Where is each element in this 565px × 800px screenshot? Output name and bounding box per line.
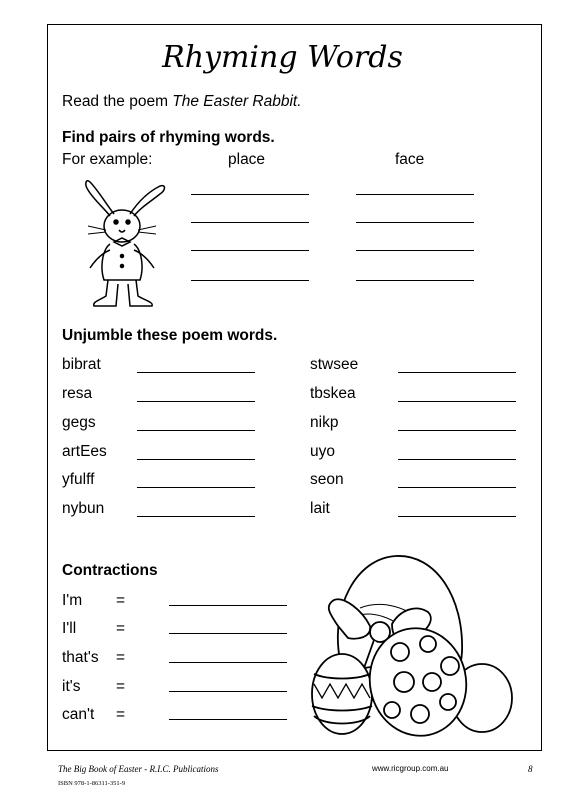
answer-line[interactable] [169, 719, 287, 720]
contraction-word: I'll [62, 620, 77, 637]
contraction-word: I'm [62, 592, 83, 609]
answer-line[interactable] [169, 633, 287, 634]
rabbit-illustration [76, 176, 176, 310]
answer-line[interactable] [137, 430, 255, 431]
answer-line[interactable] [398, 516, 516, 517]
contractions-heading: Contractions [62, 562, 158, 579]
answer-line[interactable] [169, 691, 287, 692]
easter-eggs-illustration [300, 548, 524, 740]
answer-line[interactable] [398, 487, 516, 488]
answer-line[interactable] [398, 401, 516, 402]
jumbled-word: nikp [310, 414, 339, 431]
answer-line[interactable] [191, 222, 309, 223]
jumbled-word: gegs [62, 414, 96, 431]
example-word-2: face [395, 151, 425, 168]
footer-isbn: ISBN 978-1-86311-351-9 [58, 780, 126, 787]
answer-line[interactable] [137, 459, 255, 460]
example-label: For example: [62, 151, 153, 168]
answer-line[interactable] [398, 372, 516, 373]
jumbled-word: tbskea [310, 385, 356, 402]
contraction-word: can't [62, 706, 95, 723]
rhyme-heading: Find pairs of rhyming words. [62, 129, 275, 146]
answer-line[interactable] [191, 250, 309, 251]
answer-line[interactable] [398, 459, 516, 460]
jumbled-word: resa [62, 385, 93, 402]
contraction-word: that's [62, 649, 99, 666]
footer-book-title: The Big Book of Easter - R.I.C. Publications [58, 764, 219, 774]
equals-sign: = [116, 620, 126, 637]
jumbled-word: seon [310, 471, 344, 488]
jumbled-word: lait [310, 500, 330, 517]
jumbled-word: artEes [62, 443, 107, 460]
intro-prefix: Read the poem [62, 93, 173, 110]
intro-text [62, 93, 302, 111]
answer-line[interactable] [398, 430, 516, 431]
answer-line[interactable] [137, 372, 255, 373]
answer-line[interactable] [191, 194, 309, 195]
unjumble-heading: Unjumble these poem words. [62, 327, 278, 344]
page-number: 8 [528, 764, 533, 774]
equals-sign: = [116, 649, 126, 666]
page-title: Rhyming Words [162, 40, 403, 75]
answer-line[interactable] [137, 516, 255, 517]
answer-line[interactable] [169, 605, 287, 606]
jumbled-word: nybun [62, 500, 105, 517]
jumbled-word: uyo [310, 443, 335, 460]
answer-line[interactable] [191, 280, 309, 281]
answer-line[interactable] [169, 662, 287, 663]
answer-line[interactable] [137, 487, 255, 488]
answer-line[interactable] [356, 222, 474, 223]
jumbled-word: bibrat [62, 356, 101, 373]
equals-sign: = [116, 592, 126, 609]
jumbled-word: yfulff [62, 471, 95, 488]
poem-title: The Easter Rabbit. [172, 93, 302, 110]
contraction-word: it's [62, 678, 81, 695]
answer-line[interactable] [356, 280, 474, 281]
answer-line[interactable] [356, 194, 474, 195]
equals-sign: = [116, 706, 126, 723]
example-word-1: place [228, 151, 266, 168]
answer-line[interactable] [356, 250, 474, 251]
equals-sign: = [116, 678, 126, 695]
footer-website[interactable]: www.ricgroup.com.au [372, 764, 449, 773]
jumbled-word: stwsee [310, 356, 359, 373]
answer-line[interactable] [137, 401, 255, 402]
